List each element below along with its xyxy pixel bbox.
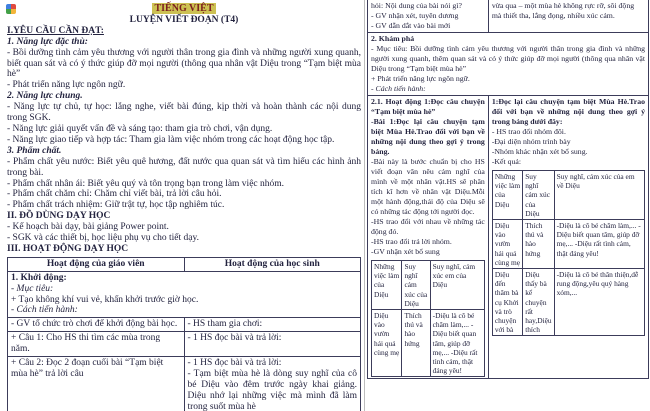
discover-method-label: - Cách tiến hành: [371, 84, 426, 93]
page-divider [364, 0, 365, 411]
answer-cell-action: Diệu đến thăm bà cụ Khởi và trò chuyện với bà [492, 269, 522, 336]
discover-section-cell [368, 33, 649, 96]
paragraph-s3-p1: - Phẩm chất yêu nước: Biết yêu quê hương, đất nước qua quan sát và tìm hiểu các hình ảnh trong bài. [7, 156, 361, 178]
paragraph-s1-p1: - Bồi dưỡng tình cảm yêu thương với người thân trong gia đình và những người xung quanh, biết quan sát và có ý thức giúp đỡ mọi người (thông qua nhân vật Diệu trong “Tạm biệt mùa hè” [7, 47, 361, 80]
teacher-cell-continued [368, 0, 489, 33]
column-header-teacher: Hoạt động của giáo viên [8, 257, 185, 271]
suggestion-col3-header: Suy nghĩ, cảm xúc em của Diệu [430, 261, 484, 310]
warmup-section-cell [8, 271, 361, 318]
activity-table-continued [367, 0, 649, 379]
answer-col2-header: Suy nghĩ cảm xúc của Diệu [523, 171, 554, 220]
warmup-method-label: - Cách tiến hành: [11, 305, 78, 316]
student-step3: -Nhóm khác nhận xét bổ sung. [491, 147, 588, 156]
table-row [8, 332, 361, 357]
answer-cell-opinion: -Diệu là cô bé chăm làm,... -Diệu biết quan tâm, giúp đỡ mẹ,... -Diệu rất tình cảm, thật đáng yêu! [554, 220, 644, 269]
paragraph-s3-p4: - Phẩm chất trách nhiệm: Giữ trật tự, học tập nghiêm túc. [7, 200, 225, 211]
subject-title: TIẾNG VIỆT [154, 3, 214, 14]
teacher-cell-r3: + Câu 2: Đọc 2 đoạn cuối bài “Tạm biệt mùa hè” trả lời câu [8, 357, 185, 411]
student-activity1-cell [488, 96, 648, 379]
teacher-suggestion-table [371, 260, 485, 377]
teacher-cont-line2: - GV nhận xét, tuyên dương [371, 11, 459, 20]
teacher-activity1-cell [368, 96, 489, 379]
answer-col3-header: Suy nghĩ, cảm xúc của em về Diệu [554, 171, 644, 220]
activity1-step3: -GV nhận xét bổ sung [371, 247, 440, 256]
activity1-note: -Bài này là bước chuẩn bị cho HS viết đoạn văn nêu cảm nghĩ của mình về một nhân vật.HS sẽ phân tích kĩ hơn về nhân vật Diệu.Mỗi một hành động,thái độ của Diệu sẽ có những tác động tới người đọc. [371, 157, 485, 216]
paragraph-s2-p1: - Năng lực tự chủ, tự học: lắng nghe, viết bài đúng, kịp thời và hoàn thành các nội dung trong SGK. [7, 102, 361, 124]
heading-quality: 3. Phẩm chất. [7, 145, 62, 156]
warmup-title: 1. Khởi động: [11, 272, 67, 283]
activity1-step1: -HS trao đổi với nhau về những tác động đó. [371, 217, 485, 236]
answer-table-header-row [492, 171, 644, 220]
answer-cell-feeling: Thích thú và hào hứng [523, 220, 554, 269]
student-answer-intro: - 1 HS đọc bài và trả lời: [187, 358, 282, 369]
paragraph-s1-p2: - Phát triển năng lực ngôn ngữ. [7, 80, 126, 91]
suggestion-cell-action: Diệu vào vườn hái quả cùng mẹ [372, 310, 402, 377]
student-answer-table [492, 170, 645, 336]
table-row [8, 318, 361, 332]
suggestion-cell-opinion: -Diệu là cô bé chăm làm,... -Diệu biết quan tâm, giúp đỡ mẹ,... -Diệu rất tình cảm, thật đáng yêu! [430, 310, 484, 377]
table-row [8, 357, 361, 411]
discover-title: 2. Khám phá [371, 34, 415, 43]
suggestion-table-row [372, 310, 485, 377]
student-task: 1:Đọc lại câu chuyện tạm biệt Mùa Hè.Trao đổi với bạn về những nội dung theo gợi ý trong bảng dưới đây: [491, 97, 645, 126]
paragraph-s4-p1: - Kế hoạch bài dạy, bài giảng Power point. [7, 222, 169, 233]
subject-title-row [7, 4, 361, 15]
student-result-label: -Kết quả: [491, 157, 522, 166]
discover-section-row [368, 33, 649, 96]
heading-activities: III. HOẠT ĐỘNG DẠY HỌC [7, 243, 129, 254]
teacher-cont-line3: - GV dẫn dắt vào bài mới [371, 21, 451, 30]
continuation-row [368, 0, 649, 33]
discover-goal-line2: + Phát triển năng lực ngôn ngữ. [371, 74, 470, 83]
student-cell-r2: - 1 HS đọc bài và trả lời: [184, 332, 361, 357]
suggestion-table-header-row [372, 261, 485, 310]
answer-col1-header: Những việc làm của Diệu [492, 171, 522, 220]
answer-table-row [492, 220, 644, 269]
suggestion-col2-header: Suy nghĩ cảm xúc của Diệu [402, 261, 430, 310]
paragraph-s2-p2: - Năng lực giải quyết vấn đề và sáng tạo: tham gia trò chơi, vận dụng. [7, 123, 273, 134]
student-answer-text: - Tạm biệt mùa hè là dòng suy nghĩ của cô bé Diệu vào đêm trước ngày khai giảng. Diệu nhớ lại những việc mà mình đã làm trong suốt mùa hè [187, 369, 357, 411]
answer-table-row [492, 269, 644, 336]
activity1-task: -Bài 1:Đọc lại câu chuyện tạm biệt Mùa Hè.Trao đổi với bạn về những nội dung theo gợi ý trong bảng. [371, 117, 485, 156]
heading-requirements: I.YÊU CẦU CẦN ĐẠT: [7, 25, 104, 36]
activity1-step2: -HS trao đổi trả lời nhóm. [371, 237, 452, 246]
heading-specific-capability: 1. Năng lực đặc thù: [7, 36, 88, 47]
suggestion-cell-feeling: Thích thú và hào hứng [402, 310, 430, 377]
answer-cell-opinion: -Diệu là cô bé thân thiện,dễ rung động,yêu quý hàng xóm,... [554, 269, 644, 336]
answer-cell-feeling: Diệu thấy bà kể chuyện rất hay,Diệu thích [523, 269, 554, 336]
heading-general-capability: 2. Năng lực chung. [7, 91, 83, 102]
teacher-cell-r1: - GV tổ chức trò chơi để khởi động bài học. [8, 318, 185, 332]
student-cell-r3 [184, 357, 361, 411]
activity1-heading: 2.1. Hoạt động 1:Đọc câu chuyện “Tạm biệt mùa hè” [371, 97, 485, 116]
student-step2: -Đại diện nhóm trình bày [491, 137, 571, 146]
activity1-row [368, 96, 649, 379]
student-step1: - HS trao đổi nhóm đôi. [491, 127, 566, 136]
warmup-goal-text: + Tạo không khí vui vẻ, khấn khởi trước giờ học. [11, 294, 199, 305]
student-cell-r1: - HS tham gia chơi: [184, 318, 361, 332]
warmup-goal-label: - Mục tiêu: [11, 283, 54, 294]
student-cell-continued: vừa qua – một mùa hè không rực rỡ, sôi động mà thiết tha, lắng đọng, nhiều xúc cảm. [488, 0, 648, 33]
teacher-cont-line1: hỏi: Nội dung của bài nói gì? [371, 1, 462, 10]
paragraph-s2-p3: - Năng lực giao tiếp và hợp tác: Tham gia làm việc nhóm trong các hoạt động học tập. [7, 134, 335, 145]
suggestion-col1-header: Những việc làm của Diệu [372, 261, 402, 310]
activity-table [7, 257, 361, 411]
paragraph-s4-p2: - SGK và các thiết bị, học liệu phụ vụ cho tiết dạy. [7, 233, 199, 244]
paragraph-s3-p2: - Phẩm chất nhân ái: Biết yêu quý và tôn trọng bạn trong làm việc nhóm. [7, 178, 285, 189]
paragraph-s3-p3: - Phẩm chất chăm chỉ: Chăm chỉ viết bài, trả lời câu hỏi. [7, 189, 222, 200]
teacher-cell-r2: + Câu 1: Cho HS thi tìm các mùa trong năm. [8, 332, 185, 357]
answer-cell-action: Diệu vào vườn hái quả cùng mẹ [492, 220, 522, 269]
lesson-title: LUYỆN VIẾT ĐOẠN (T4) [129, 14, 239, 25]
warmup-section-row [8, 271, 361, 318]
column-header-student: Hoạt động của học sinh [184, 257, 361, 271]
page-left [7, 0, 361, 411]
page-right [367, 0, 649, 411]
heading-materials: II. ĐỒ DÙNG DẠY HỌC [7, 211, 111, 222]
discover-goal-text: - Mục tiêu: Bồi dưỡng tình cảm yêu thương với người thân trong gia đình và những người xung quanh, thêm quan sát và có ý thức giúp đỡ mọi người (thông qua nhân vật Diệu trong “Tạm biệt mùa hè” [371, 44, 645, 73]
activity-table-header-row [8, 257, 361, 271]
